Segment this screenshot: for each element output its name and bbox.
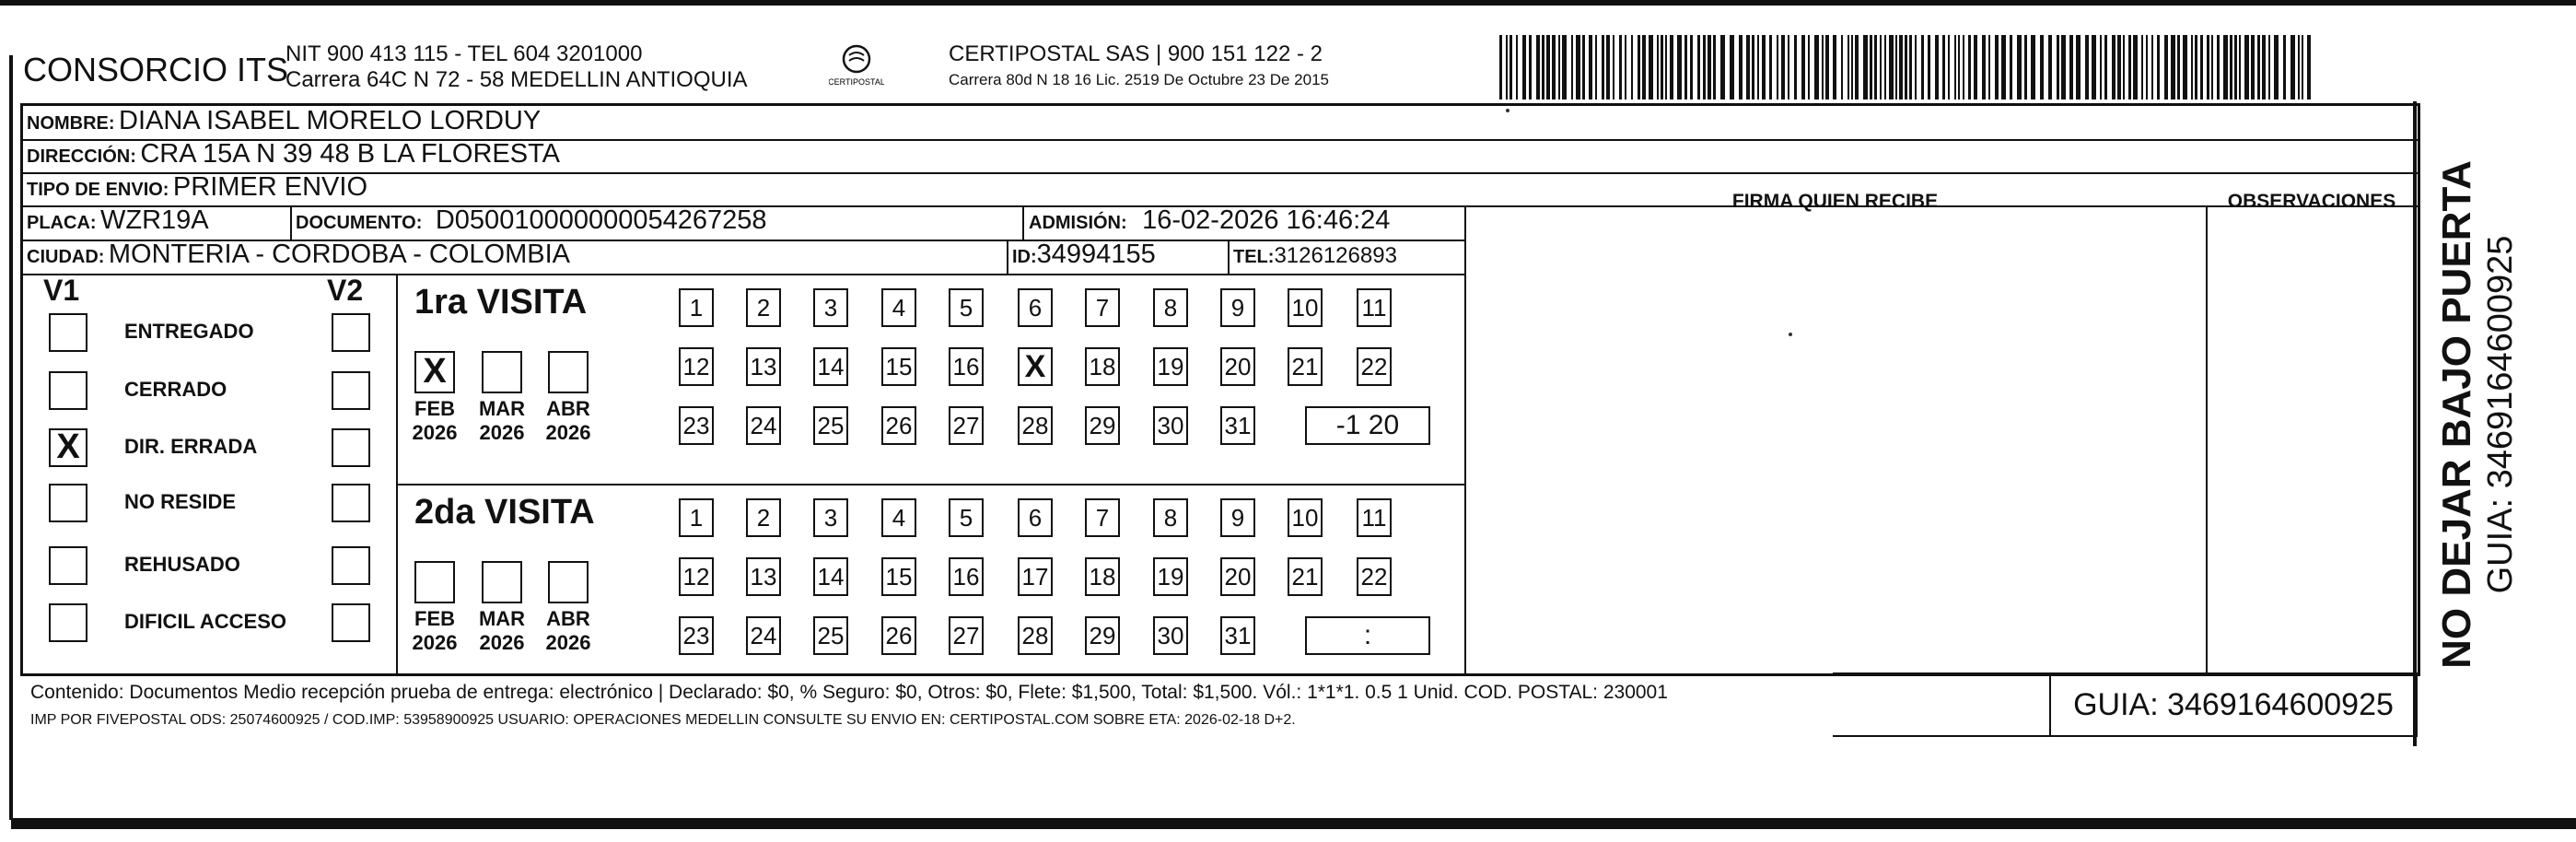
day-box[interactable]: X bbox=[1018, 347, 1053, 386]
barcode-bar bbox=[1546, 35, 1550, 99]
day-box[interactable]: 23 bbox=[679, 406, 714, 445]
barcode-bar bbox=[1895, 35, 1897, 99]
barcode-bar bbox=[1781, 35, 1785, 99]
barcode-bar bbox=[2092, 35, 2096, 99]
barcode-bar bbox=[1613, 35, 1614, 99]
footer-content-line: Contenido: Documentos Medio recepción prueba de entrega: electrónico | Declarado: $0, % Seguro: $0, Otros: $0, Flete: $1,500, Total: $1,500. Vól.: 1*1*1. 0.5 1 Unid. COD. POSTAL: 230001 bbox=[30, 682, 1668, 703]
placa-value: WZR19A bbox=[100, 205, 209, 235]
nit-line: NIT 900 413 115 - TEL 604 3201000 bbox=[286, 41, 643, 66]
month-name: ABR bbox=[546, 607, 590, 630]
barcode-bar bbox=[1874, 35, 1877, 99]
day-box[interactable]: 15 bbox=[881, 347, 916, 386]
side-notice-line-2: GUIA: 3469164600925 bbox=[2481, 235, 2520, 594]
barcode-bar bbox=[1833, 35, 1836, 99]
barcode-bar bbox=[2117, 35, 2121, 99]
barcode-bar bbox=[2257, 35, 2260, 99]
barcode-bar bbox=[1752, 35, 1754, 99]
tipo-row bbox=[27, 172, 367, 203]
barcode-bar bbox=[2076, 35, 2081, 99]
barcode-bar bbox=[1847, 35, 1849, 99]
month-name: FEB bbox=[414, 607, 455, 630]
barcode-bar bbox=[1642, 35, 1646, 99]
barcode-bar bbox=[1884, 35, 1886, 99]
observaciones-header: OBSERVACIONES bbox=[2227, 191, 2396, 212]
month-year: 2026 bbox=[412, 631, 458, 654]
v2-header: V2 bbox=[327, 274, 364, 307]
day-box[interactable]: 25 bbox=[813, 406, 848, 445]
barcode-bar bbox=[1589, 35, 1592, 99]
month-year: 2026 bbox=[412, 421, 458, 444]
day-box[interactable]: 18 bbox=[1085, 347, 1120, 386]
day-box[interactable]: 10 bbox=[1288, 288, 1323, 327]
day-box[interactable]: 10 bbox=[1288, 498, 1323, 537]
company-name: CONSORCIO ITS bbox=[23, 51, 289, 88]
status-label: DIR. ERRADA bbox=[124, 435, 258, 458]
day-box[interactable]: 20 bbox=[1220, 557, 1255, 596]
barcode-bar bbox=[2031, 35, 2035, 99]
day-box[interactable]: 16 bbox=[949, 347, 984, 386]
barcode-bar bbox=[1769, 35, 1772, 99]
nombre-value: DIANA ISABEL MORELO LORDUY bbox=[119, 106, 542, 135]
barcode-bar bbox=[1825, 35, 1829, 99]
day-box[interactable]: 25 bbox=[813, 616, 848, 655]
day-box[interactable]: 5 bbox=[949, 498, 984, 537]
barcode-bar bbox=[2183, 35, 2187, 99]
day-box[interactable]: 16 bbox=[949, 557, 984, 596]
barcode-bar bbox=[1915, 35, 1917, 99]
day-box[interactable]: 6 bbox=[1018, 498, 1053, 537]
barcode-bar bbox=[1522, 35, 1526, 99]
barcode-bar bbox=[1982, 35, 1986, 99]
day-box[interactable]: 30 bbox=[1153, 406, 1188, 445]
v1-checkbox[interactable] bbox=[49, 313, 87, 352]
barcode-bar bbox=[2251, 35, 2255, 99]
day-box[interactable]: 5 bbox=[949, 288, 984, 327]
barcode-bar bbox=[1677, 35, 1682, 99]
month-year: 2026 bbox=[479, 631, 525, 654]
day-box[interactable]: 30 bbox=[1153, 616, 1188, 655]
v2-checkbox[interactable] bbox=[332, 371, 370, 410]
month-checkbox[interactable] bbox=[414, 561, 455, 603]
certi-line-2: Carrera 80d N 18 16 Lic. 2519 De Octubre 23 De 2015 bbox=[949, 71, 1329, 88]
nombre-row bbox=[27, 106, 541, 136]
day-box[interactable]: 4 bbox=[881, 288, 916, 327]
barcode-bar bbox=[1536, 35, 1540, 99]
address-line: Carrera 64C N 72 - 58 MEDELLIN ANTIOQUIA bbox=[286, 67, 748, 92]
right-border bbox=[2413, 101, 2417, 746]
status-label: REHUSADO bbox=[124, 553, 240, 576]
day-box[interactable]: 19 bbox=[1153, 557, 1188, 596]
certipostal-logo bbox=[829, 41, 884, 96]
barcode-bar bbox=[2200, 35, 2203, 99]
day-box[interactable]: 21 bbox=[1288, 557, 1323, 596]
month-checkbox[interactable] bbox=[548, 351, 589, 393]
barcode-bar bbox=[1851, 35, 1853, 99]
nombre-label: NOMBRE: bbox=[27, 113, 115, 134]
barcode-bar bbox=[1506, 35, 1508, 99]
documento-row bbox=[296, 205, 767, 236]
day-box[interactable]: 3 bbox=[813, 498, 848, 537]
barcode-bar bbox=[2157, 35, 2160, 99]
barcode-bar bbox=[1631, 35, 1633, 99]
barcode-bar bbox=[1582, 35, 1585, 99]
v1-checkbox[interactable] bbox=[49, 603, 87, 642]
day-box[interactable]: 8 bbox=[1153, 288, 1188, 327]
day-box[interactable]: 12 bbox=[679, 347, 714, 386]
barcode-bar bbox=[2307, 35, 2311, 99]
barcode-bar bbox=[1703, 35, 1706, 99]
day-box[interactable]: 18 bbox=[1085, 557, 1120, 596]
barcode-bar bbox=[1988, 35, 1990, 99]
ciudad-label: CIUDAD: bbox=[27, 247, 105, 267]
day-box[interactable]: 1 bbox=[679, 288, 714, 327]
side-notice-line-1: NO DEJAR BAJO PUERTA bbox=[2434, 160, 2479, 669]
admision-value: 16-02-2026 16:46:24 bbox=[1142, 205, 1391, 235]
barcode-bar bbox=[1808, 35, 1810, 99]
v1-checkbox[interactable] bbox=[49, 371, 87, 410]
company-info bbox=[286, 41, 748, 93]
day-box[interactable]: 19 bbox=[1153, 347, 1188, 386]
status-label: ENTREGADO bbox=[124, 320, 254, 343]
barcode-bar bbox=[2171, 35, 2175, 99]
barcode-bar bbox=[2164, 35, 2168, 99]
barcode-bar bbox=[1968, 35, 1971, 99]
day-box[interactable]: 6 bbox=[1018, 288, 1053, 327]
barcode-bar bbox=[1762, 35, 1766, 99]
day-box[interactable]: 4 bbox=[881, 498, 916, 537]
day-box[interactable]: 2 bbox=[746, 498, 781, 537]
barcode-bar bbox=[1602, 35, 1604, 99]
barcode-bar bbox=[1529, 35, 1532, 99]
placa-row bbox=[27, 205, 209, 236]
barcode-bar bbox=[2217, 35, 2220, 99]
footer-frame bbox=[1833, 672, 2049, 737]
barcode-bar bbox=[2290, 35, 2295, 99]
barcode-bar bbox=[1963, 35, 1964, 99]
barcode-bar bbox=[1863, 35, 1868, 99]
barcode-bar bbox=[1794, 35, 1797, 99]
tel-row bbox=[1233, 243, 1397, 269]
barcode-bar bbox=[2283, 35, 2286, 99]
barcode-bar bbox=[1954, 35, 1956, 99]
footer-imp-line: IMP POR FIVEPOSTAL ODS: 25074600925 / COD.IMP: 53958900925 USUARIO: OPERACIONES MEDELLIN CONSULTE SU ENVIO EN: CERTIPOSTAL.COM SOBRE ETA: 2026-02-18 D+2. bbox=[30, 712, 1296, 728]
barcode-bar bbox=[1638, 35, 1640, 99]
barcode-bar bbox=[2262, 35, 2266, 99]
barcode-bar bbox=[1595, 35, 1597, 99]
barcode-bar bbox=[2207, 35, 2209, 99]
month-name: FEB bbox=[414, 397, 455, 420]
barcode-bar bbox=[2230, 35, 2232, 99]
day-box[interactable]: 11 bbox=[1357, 288, 1392, 327]
barcode-bar bbox=[1657, 35, 1659, 99]
barcode-bar bbox=[1870, 35, 1872, 99]
direccion-value: CRA 15A N 39 48 B LA FLORESTA bbox=[140, 139, 560, 169]
v1-mark: X bbox=[56, 427, 80, 466]
day-box[interactable]: 13 bbox=[746, 347, 781, 386]
v2-checkbox[interactable] bbox=[332, 428, 370, 467]
day-box[interactable]: 2 bbox=[746, 288, 781, 327]
barcode-bar bbox=[1713, 35, 1716, 99]
day-box[interactable]: 14 bbox=[813, 557, 848, 596]
barcode-bar bbox=[1841, 35, 1843, 99]
day-box[interactable]: 26 bbox=[881, 406, 916, 445]
barcode-bar bbox=[2191, 35, 2193, 99]
barcode-bar bbox=[2123, 35, 2125, 99]
barcode-bar bbox=[1684, 35, 1687, 99]
v2-checkbox[interactable] bbox=[332, 484, 370, 522]
day-box[interactable]: 8 bbox=[1153, 498, 1188, 537]
barcode-bar bbox=[2112, 35, 2116, 99]
day-box[interactable]: 15 bbox=[881, 557, 916, 596]
barcode-bar bbox=[2024, 35, 2027, 99]
day-box[interactable]: 21 bbox=[1288, 347, 1323, 386]
barcode-bar bbox=[1814, 35, 1819, 99]
barcode-bar bbox=[2048, 35, 2052, 99]
v1-checkbox[interactable] bbox=[49, 484, 87, 522]
barcode-bar bbox=[2302, 35, 2303, 99]
barcode-bar bbox=[2274, 35, 2279, 99]
admision-label: ADMISIÓN: bbox=[1029, 213, 1127, 233]
bottom-border bbox=[11, 818, 2576, 829]
day-box[interactable]: 1 bbox=[679, 498, 714, 537]
barcode-bar bbox=[1730, 35, 1734, 99]
day-box[interactable]: 22 bbox=[1357, 557, 1392, 596]
barcode-bar bbox=[1708, 35, 1711, 99]
barcode-bar bbox=[1661, 35, 1663, 99]
barcode-bar bbox=[1670, 35, 1673, 99]
barcode-bar bbox=[2177, 35, 2180, 99]
tipo-value: PRIMER ENVIO bbox=[172, 172, 368, 202]
tel-label: TEL: bbox=[1233, 247, 1275, 267]
barcode-bar bbox=[2268, 35, 2270, 99]
barcode-bar bbox=[2061, 35, 2066, 99]
barcode-bar bbox=[1697, 35, 1700, 99]
barcode-bar bbox=[1905, 35, 1907, 99]
barcode-bar bbox=[1562, 35, 1567, 99]
barcode bbox=[1499, 35, 2319, 99]
barcode-bar bbox=[1942, 35, 1945, 99]
barcode-bar bbox=[1665, 35, 1667, 99]
barcode-bar bbox=[1606, 35, 1610, 99]
placa-label: PLACA: bbox=[27, 213, 97, 233]
day-box[interactable]: 29 bbox=[1085, 406, 1120, 445]
id-label: ID: bbox=[1012, 247, 1037, 267]
barcode-bar bbox=[1516, 35, 1518, 99]
firma-header: FIRMA QUIEN RECIBE bbox=[1731, 191, 1939, 212]
time-box[interactable]: -1 20 bbox=[1305, 406, 1430, 445]
left-border bbox=[9, 55, 13, 820]
barcode-bar bbox=[1619, 35, 1622, 99]
barcode-bar bbox=[2234, 35, 2237, 99]
status-label: CERRADO bbox=[124, 378, 227, 401]
certi-line-1: CERTIPOSTAL SAS | 900 151 122 - 2 bbox=[949, 41, 1323, 66]
v2-checkbox[interactable] bbox=[332, 603, 370, 642]
day-box[interactable]: 23 bbox=[679, 616, 714, 655]
day-box[interactable]: 27 bbox=[949, 406, 984, 445]
barcode-bar bbox=[1499, 35, 1502, 99]
barcode-bar bbox=[1720, 35, 1725, 99]
barcode-bar bbox=[1958, 35, 1960, 99]
day-box[interactable]: 12 bbox=[679, 557, 714, 596]
barcode-bar bbox=[1757, 35, 1759, 99]
barcode-bar bbox=[1571, 35, 1573, 99]
barcode-bar bbox=[1855, 35, 1859, 99]
status-label: NO RESIDE bbox=[124, 490, 237, 513]
barcode-bar bbox=[1690, 35, 1693, 99]
barcode-bar bbox=[2069, 35, 2073, 99]
barcode-bar bbox=[1889, 35, 1894, 99]
day-box[interactable]: 3 bbox=[813, 288, 848, 327]
day-box[interactable]: 7 bbox=[1085, 288, 1120, 327]
barcode-bar bbox=[1788, 35, 1789, 99]
month-year: 2026 bbox=[545, 421, 591, 444]
side-notice bbox=[2434, 160, 2521, 669]
barcode-bar bbox=[2104, 35, 2107, 99]
barcode-bar bbox=[2239, 35, 2241, 99]
barcode-bar bbox=[2017, 35, 2022, 99]
direccion-label: DIRECCIÓN: bbox=[27, 146, 136, 167]
day-box[interactable]: 28 bbox=[1018, 616, 1053, 655]
day-box[interactable]: 31 bbox=[1220, 406, 1255, 445]
barcode-bar bbox=[1974, 35, 1977, 99]
barcode-bar bbox=[1739, 35, 1743, 99]
day-box[interactable]: 17 bbox=[1018, 557, 1053, 596]
day-box[interactable]: 26 bbox=[881, 616, 916, 655]
barcode-bar bbox=[1801, 35, 1805, 99]
top-border bbox=[0, 0, 2576, 6]
barcode-bar bbox=[1576, 35, 1580, 99]
barcode-bar bbox=[1899, 35, 1903, 99]
day-box[interactable]: 14 bbox=[813, 347, 848, 386]
month-mark: X bbox=[423, 352, 447, 391]
v2-checkbox[interactable] bbox=[332, 546, 370, 585]
id-value: 34994155 bbox=[1036, 240, 1156, 269]
month-year: 2026 bbox=[479, 421, 525, 444]
barcode-bar bbox=[2223, 35, 2228, 99]
day-box[interactable]: 29 bbox=[1085, 616, 1120, 655]
day-box[interactable]: 31 bbox=[1220, 616, 1255, 655]
barcode-bar bbox=[2128, 35, 2131, 99]
month-checkbox[interactable] bbox=[482, 351, 522, 393]
day-box[interactable]: 28 bbox=[1018, 406, 1053, 445]
barcode-bar bbox=[2151, 35, 2153, 99]
day-box[interactable]: 20 bbox=[1220, 347, 1255, 386]
ciudad-row bbox=[27, 240, 570, 270]
day-box[interactable]: 7 bbox=[1085, 498, 1120, 537]
barcode-bar bbox=[1509, 35, 1512, 99]
month-checkbox[interactable] bbox=[482, 561, 522, 603]
ciudad-value: MONTERIA - CORDOBA - COLOMBIA bbox=[108, 240, 571, 269]
month-checkbox[interactable] bbox=[548, 561, 589, 603]
day-box[interactable]: 13 bbox=[746, 557, 781, 596]
barcode-bar bbox=[2244, 35, 2249, 99]
tel-value: 3126126893 bbox=[1274, 243, 1397, 268]
admision-row bbox=[1029, 205, 1390, 236]
visit-title: 2da VISITA bbox=[414, 493, 595, 532]
barcode-bar bbox=[2141, 35, 2143, 99]
month-name: MAR bbox=[478, 607, 526, 630]
status-label: DIFICIL ACCESO bbox=[124, 610, 287, 633]
v2-checkbox[interactable] bbox=[332, 313, 370, 352]
logo-caption: CERTIPOSTAL bbox=[829, 77, 884, 87]
month-name: MAR bbox=[478, 397, 526, 420]
day-box[interactable]: 9 bbox=[1220, 288, 1255, 327]
id-row bbox=[1012, 240, 1156, 270]
barcode-bar bbox=[1880, 35, 1882, 99]
barcode-bar bbox=[1948, 35, 1950, 99]
day-box[interactable]: 24 bbox=[746, 406, 781, 445]
barcode-bar bbox=[1935, 35, 1939, 99]
tipo-label: TIPO DE ENVIO: bbox=[27, 180, 169, 200]
delivery-form bbox=[20, 103, 2420, 676]
month-name: ABR bbox=[546, 397, 590, 420]
v1-header: V1 bbox=[43, 274, 80, 307]
day-box[interactable]: 27 bbox=[949, 616, 984, 655]
documento-label: DOCUMENTO: bbox=[296, 213, 423, 233]
barcode-bar bbox=[2211, 35, 2213, 99]
barcode-bar bbox=[1649, 35, 1653, 99]
barcode-bar bbox=[1625, 35, 1626, 99]
barcode-bar bbox=[2100, 35, 2102, 99]
barcode-bar bbox=[1552, 35, 1556, 99]
barcode-bar bbox=[1909, 35, 1912, 99]
visit-title: 1ra VISITA bbox=[414, 283, 588, 322]
barcode-bar bbox=[1558, 35, 1560, 99]
barcode-bar bbox=[1822, 35, 1824, 99]
documento-value: D050010000000054267258 bbox=[435, 205, 767, 235]
barcode-bar bbox=[1746, 35, 1750, 99]
guia-box: GUIA: 3469164600925 bbox=[2049, 672, 2418, 737]
barcode-bar bbox=[1921, 35, 1924, 99]
day-box[interactable]: 24 bbox=[746, 616, 781, 655]
barcode-bar bbox=[2195, 35, 2197, 99]
barcode-bar bbox=[1995, 35, 1999, 99]
barcode-bar bbox=[1928, 35, 1930, 99]
barcode-bar bbox=[2085, 35, 2089, 99]
day-box[interactable]: 9 bbox=[1220, 498, 1255, 537]
barcode-bar bbox=[1542, 35, 1544, 99]
barcode-bar bbox=[2298, 35, 2300, 99]
day-box[interactable]: 22 bbox=[1357, 347, 1392, 386]
day-box[interactable]: 11 bbox=[1357, 498, 1392, 537]
barcode-bar bbox=[2146, 35, 2148, 99]
certipostal-info bbox=[949, 41, 1329, 93]
direccion-row bbox=[27, 139, 560, 170]
barcode-bar bbox=[2001, 35, 2006, 99]
month-year: 2026 bbox=[545, 631, 591, 654]
barcode-bar bbox=[2057, 35, 2059, 99]
barcode-bar bbox=[2010, 35, 2012, 99]
v1-checkbox[interactable] bbox=[49, 546, 87, 585]
barcode-bar bbox=[2133, 35, 2138, 99]
time-box[interactable]: : bbox=[1305, 616, 1430, 655]
barcode-bar bbox=[1777, 35, 1778, 99]
barcode-bar bbox=[2040, 35, 2044, 99]
